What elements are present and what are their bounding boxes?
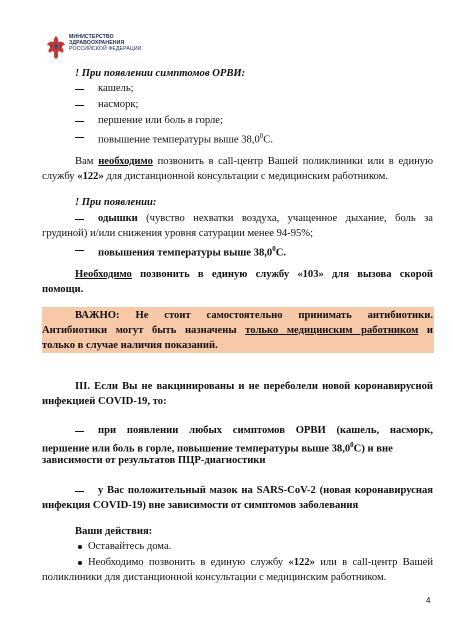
action-stay-home: Оставайтесь дома.	[88, 541, 172, 552]
arvi-fever-text: повышение температуры выше 38,0	[98, 134, 260, 146]
dash-icon	[75, 250, 84, 251]
bullet-icon	[78, 561, 82, 565]
page-number: 4	[426, 596, 431, 605]
severe-item-fever: повышения температуры выше 38,0$^0$С.	[98, 245, 287, 259]
ministry-title	[69, 34, 142, 53]
ministry-line2: ЗДРАВООХРАНЕНИЯ	[69, 40, 125, 47]
call-clinic-line2: службу «122» для дистанционной консультации с медицинским работником.	[42, 171, 389, 182]
arvi-heading: ! При появлении симптомов ОРВИ:	[75, 68, 246, 79]
warning-line3: только в случае наличия показаний.	[42, 340, 218, 351]
section3-line2: инфекцией COVID-19, то:	[42, 396, 167, 407]
degree-sup: 0	[259, 132, 264, 140]
action-call-122: Необходимо позвонить в единую службу «122» или в call-центр Вашей	[88, 557, 433, 568]
service-122: «122»	[77, 171, 104, 182]
bullet-icon	[78, 545, 82, 549]
ministry-line3: РОССИЙСКОЙ ФЕДЕРАЦИИ	[69, 46, 142, 53]
arvi-fever-unit: С.	[263, 134, 274, 146]
call-clinic-line1: Вам необходимо позвонить в call-центр Вашей поликлиники или в единую	[75, 156, 433, 167]
actions-heading: Ваши действия:	[75, 526, 153, 537]
necessary-emphasis: необходимо	[98, 156, 153, 167]
ministry-line1: МИНИСТЕРСТВО	[69, 34, 114, 40]
cond1-line2: першение или боль в горле, повышение температуры выше 38,0$^0$С) и вне	[42, 441, 393, 455]
dash-icon	[75, 491, 84, 492]
double-headed-eagle-icon	[45, 34, 67, 60]
arvi-item-cough: кашель;	[98, 83, 134, 94]
dash-icon	[75, 105, 84, 106]
dash-icon	[75, 89, 84, 90]
call-103-line1: Необходимо позвонить в единую службу «103» для вызова скорой	[75, 269, 433, 280]
cond2-line2: инфекция COVID-19) вне зависимости от симптомов заболевания	[42, 500, 359, 511]
dash-icon	[75, 431, 84, 432]
cond1-line1: при появлении любых симптомов ОРВИ (кашель, насморк,	[98, 425, 433, 436]
call-103-line2: помощи.	[42, 284, 84, 295]
severe-item-dyspnea-line2: грудиной) и/или снижения уровня сатурации менее 94-95%;	[42, 228, 314, 239]
action-call-122-line2: поликлиники для дистанционной консультации с медицинским работником.	[42, 572, 387, 583]
arvi-item-sore-throat: першение или боль в горле;	[98, 115, 223, 126]
dash-icon	[75, 137, 84, 138]
dash-icon	[75, 121, 84, 122]
warning-line2: Антибиотики могут быть назначены только медицинским работником и	[42, 325, 433, 336]
arvi-item-fever	[98, 130, 273, 147]
dash-icon	[75, 219, 84, 220]
severe-heading: ! При появлении:	[75, 197, 157, 208]
section3-line1: III. Если Вы не вакцинированы и не переболели новой коронавирусной	[75, 381, 433, 392]
severe-item-dyspnea: одышки (чувство нехватки воздуха, учащенное дыхание, боль за	[98, 213, 433, 224]
cond1-line3: зависимости от результатов ПЦР-диагностики	[42, 455, 266, 466]
warning-line1: ВАЖНО: Не стоит самостоятельно принимать антибиотики.	[75, 310, 434, 321]
cond2-line1: у Вас положительный мазок на SARS-CoV-2 (новая коронавирусная	[98, 485, 433, 496]
arvi-item-runny-nose: насморк;	[98, 99, 139, 110]
